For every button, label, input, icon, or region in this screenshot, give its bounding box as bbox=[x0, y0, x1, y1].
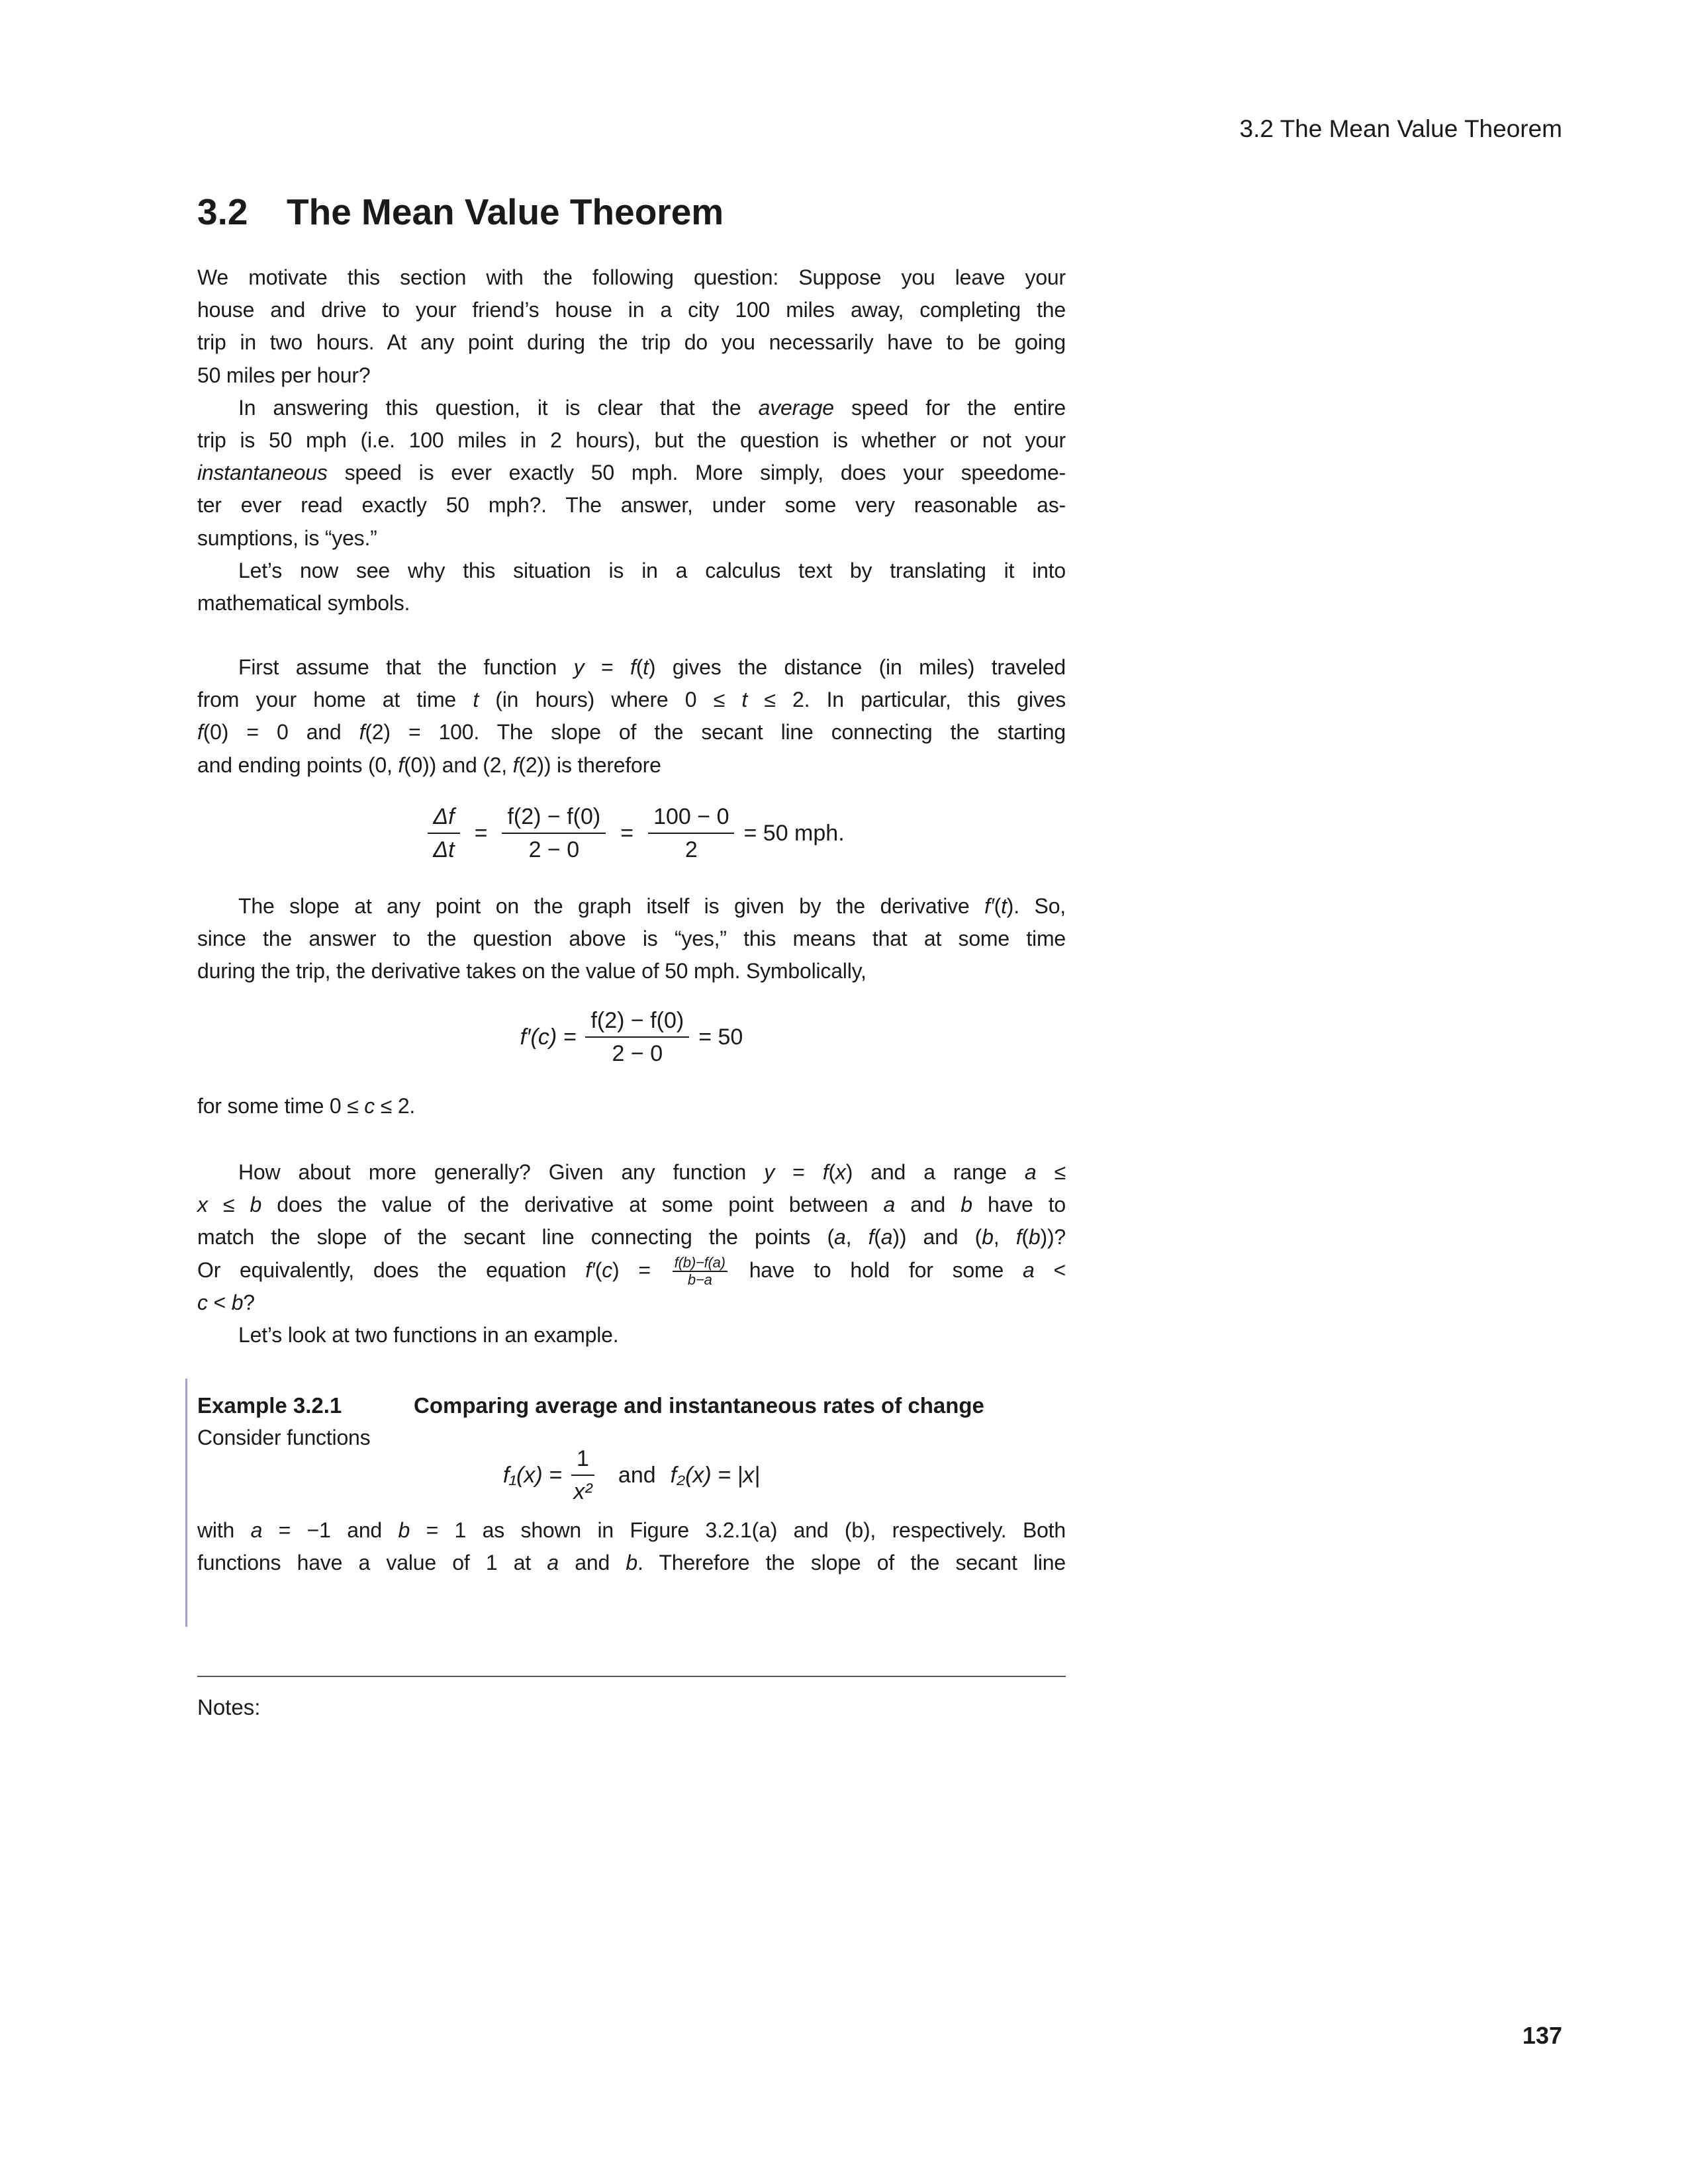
text: ( bbox=[594, 1257, 602, 1282]
text: (0) = 0 and bbox=[203, 720, 359, 745]
text-line bbox=[197, 294, 1066, 326]
text: , bbox=[993, 1225, 1016, 1250]
math-symbol: b bbox=[398, 1518, 410, 1542]
math-symbol: f bbox=[359, 720, 365, 745]
text: Let’s look at two functions in an example. bbox=[238, 1322, 619, 1347]
text: = 1 as shown in Figure 3.2.1(a) and (b), respectively. Both bbox=[410, 1518, 1066, 1542]
text-line bbox=[197, 1090, 1066, 1122]
text: since the answer to the question above is “yes,” this means that at some time bbox=[197, 927, 1066, 951]
text: 50 miles per hour? bbox=[197, 363, 371, 387]
text: have to bbox=[972, 1193, 1066, 1217]
text: ) = bbox=[612, 1257, 670, 1282]
example-heading bbox=[197, 1389, 984, 1422]
text-line bbox=[197, 890, 1066, 923]
f2-definition: f₂(x) = |x| bbox=[670, 1462, 761, 1488]
text: (2)) is therefore bbox=[518, 752, 661, 777]
math-symbol: t bbox=[643, 655, 649, 679]
example-title: Comparing average and instantaneous rates of change bbox=[414, 1393, 984, 1418]
text: ))? bbox=[1040, 1225, 1066, 1250]
numerator: f(b)−f(a) bbox=[673, 1255, 727, 1272]
numerator: 1 bbox=[571, 1443, 594, 1476]
math-symbol: x bbox=[197, 1193, 208, 1217]
text: during the trip, the derivative takes on the value of 50 mph. Symbolically, bbox=[197, 959, 867, 983]
text: ≤ 2. In particular, this gives bbox=[747, 688, 1066, 712]
text-line bbox=[197, 1547, 1066, 1579]
math-symbol: c bbox=[197, 1290, 208, 1314]
text: sumptions, is “yes.” bbox=[197, 525, 377, 550]
text-line bbox=[197, 716, 1066, 749]
lhs: f′(c) = bbox=[520, 1024, 577, 1050]
text-line bbox=[197, 424, 1066, 457]
result: = 50 mph. bbox=[743, 820, 845, 846]
text: ? bbox=[243, 1290, 255, 1314]
text: )) and ( bbox=[892, 1225, 982, 1250]
math-symbol: average bbox=[758, 395, 834, 420]
text-line bbox=[197, 1319, 1066, 1351]
text: First assume that the function bbox=[238, 655, 574, 679]
text-line bbox=[197, 684, 1066, 716]
text: ≤ 2. bbox=[375, 1094, 416, 1118]
text: (in hours) where 0 ≤ bbox=[479, 688, 742, 712]
text: trip in two hours. At any point during the trip do you necessarily have to be going bbox=[197, 330, 1066, 355]
math-symbol: a bbox=[1022, 1257, 1035, 1282]
text: Let’s now see why this situation is in a calculus text by translating it into bbox=[238, 558, 1066, 582]
equation-secant-slope bbox=[197, 801, 1066, 866]
math-symbol: f bbox=[630, 655, 636, 679]
text: ( bbox=[828, 1160, 835, 1184]
text: , bbox=[845, 1225, 868, 1250]
text: The slope at any point on the graph itself is given by the derivative bbox=[238, 894, 985, 918]
math-symbol: f bbox=[512, 752, 519, 777]
text-line bbox=[197, 955, 1066, 987]
math-symbol: b bbox=[961, 1193, 972, 1217]
text-line bbox=[197, 359, 1066, 392]
inline-fraction bbox=[673, 1255, 727, 1288]
text: = bbox=[584, 655, 630, 679]
math-symbol: f bbox=[822, 1160, 829, 1184]
text: trip is 50 mph (i.e. 100 miles in 2 hours), but the question is whether or not your bbox=[197, 428, 1066, 452]
text: ≤ bbox=[207, 1193, 250, 1217]
math-symbol: a bbox=[250, 1518, 263, 1542]
text: (0)) and (2, bbox=[404, 752, 513, 777]
example-body bbox=[197, 1514, 1066, 1579]
text: speed is ever exactly 50 mph. More simply, does your speedome- bbox=[327, 461, 1066, 485]
denominator: 2 − 0 bbox=[612, 1041, 663, 1066]
fraction bbox=[571, 1443, 594, 1508]
math-symbol: f bbox=[398, 752, 404, 777]
math-symbol: y bbox=[764, 1160, 774, 1184]
math-symbol: f bbox=[1015, 1225, 1022, 1250]
denominator: Δt bbox=[433, 837, 455, 862]
equation-mvt-instance bbox=[197, 1005, 1066, 1069]
text: ) gives the distance (in miles) traveled bbox=[648, 655, 1066, 679]
paragraph-derivative bbox=[197, 890, 1066, 988]
math-symbol: a bbox=[883, 1193, 896, 1217]
and-text: and bbox=[618, 1462, 656, 1488]
text-line bbox=[197, 651, 1066, 684]
text: and ending points (0, bbox=[197, 752, 399, 777]
paragraph-first-assume bbox=[197, 651, 1066, 782]
fraction bbox=[502, 801, 606, 866]
text: match the slope of the secant line connecting the points ( bbox=[197, 1225, 834, 1250]
fraction bbox=[428, 801, 459, 866]
denominator: b−a bbox=[687, 1271, 712, 1289]
paragraph-generally bbox=[197, 1156, 1066, 1351]
text-line bbox=[197, 587, 1066, 619]
text: have to hold for some bbox=[729, 1257, 1023, 1282]
text-line bbox=[197, 555, 1066, 587]
text: ). So, bbox=[1006, 894, 1066, 918]
text: Consider functions bbox=[197, 1426, 371, 1449]
math-symbol: b bbox=[250, 1193, 262, 1217]
text: Or equivalently, does the equation bbox=[197, 1257, 586, 1282]
text: ) and a range bbox=[845, 1160, 1025, 1184]
math-symbol: f bbox=[197, 720, 203, 745]
numerator: f(2) − f(0) bbox=[502, 801, 606, 834]
text: and bbox=[895, 1193, 961, 1217]
notes-divider bbox=[197, 1676, 1066, 1677]
math-symbol: instantaneous bbox=[197, 461, 328, 485]
text: . Therefore the slope of the secant line bbox=[637, 1551, 1066, 1575]
text: does the value of the derivative at some point between bbox=[261, 1193, 884, 1217]
page-number: 137 bbox=[1522, 2022, 1562, 2049]
numerator: f(2) − f(0) bbox=[585, 1005, 689, 1038]
math-symbol: a bbox=[880, 1225, 893, 1250]
math-symbol: b bbox=[1028, 1225, 1041, 1250]
text-line bbox=[197, 489, 1066, 522]
f1-lhs: f₁(x) = bbox=[502, 1462, 562, 1488]
math-symbol: b bbox=[626, 1551, 638, 1575]
text: ≤ bbox=[1036, 1160, 1066, 1184]
fraction bbox=[648, 801, 734, 866]
math-symbol: f bbox=[868, 1225, 874, 1250]
text-line bbox=[197, 1221, 1066, 1253]
text-line bbox=[197, 522, 1066, 555]
text: house and drive to your friend’s house in a city 100 miles away, completing the bbox=[197, 298, 1066, 322]
text: ter ever read exactly 50 mph?. The answer, under some very reasonable as- bbox=[197, 493, 1066, 518]
math-symbol: a bbox=[833, 1225, 846, 1250]
math-symbol: b bbox=[982, 1225, 994, 1250]
denominator: 2 bbox=[684, 837, 698, 862]
text: ( bbox=[1021, 1225, 1029, 1250]
math-symbol: f′ bbox=[585, 1257, 595, 1282]
text: We motivate this section with the following question: Suppose you leave your bbox=[197, 265, 1066, 289]
text: with bbox=[197, 1518, 251, 1542]
text: = −1 and bbox=[262, 1518, 399, 1542]
text: and bbox=[558, 1551, 626, 1575]
text-line bbox=[197, 749, 1066, 782]
section-title bbox=[197, 189, 724, 235]
fraction bbox=[585, 1005, 689, 1069]
numerator: Δf bbox=[428, 801, 459, 834]
text-line bbox=[197, 326, 1066, 359]
text: mathematical symbols. bbox=[197, 590, 410, 615]
result: = 50 bbox=[698, 1024, 743, 1050]
text: = bbox=[774, 1160, 823, 1184]
text-line bbox=[197, 1189, 1066, 1221]
text: ( bbox=[994, 894, 1002, 918]
text-line bbox=[197, 1254, 1066, 1287]
math-symbol: a bbox=[1024, 1160, 1037, 1184]
text: (2) = 100. The slope of the secant line connecting the starting bbox=[365, 720, 1066, 745]
running-head: 3.2 The Mean Value Theorem bbox=[1239, 115, 1562, 142]
math-symbol: c bbox=[602, 1257, 612, 1282]
text: ( bbox=[874, 1225, 881, 1250]
denominator: 2 − 0 bbox=[528, 837, 580, 862]
text-line bbox=[197, 1287, 1066, 1319]
notes-label: Notes: bbox=[197, 1695, 261, 1719]
text: How about more generally? Given any function bbox=[238, 1160, 765, 1184]
math-symbol: c bbox=[364, 1094, 375, 1118]
paragraph-for-some-time bbox=[197, 1090, 1066, 1122]
paragraph-motivation bbox=[197, 261, 1066, 619]
text-line bbox=[197, 261, 1066, 294]
text-line bbox=[197, 392, 1066, 424]
equals: = bbox=[620, 820, 634, 846]
numerator: 100 − 0 bbox=[648, 801, 734, 834]
text: < bbox=[207, 1290, 232, 1314]
section-number: 3.2 bbox=[197, 191, 248, 232]
text: functions have a value of 1 at bbox=[197, 1551, 547, 1575]
text-line bbox=[197, 1156, 1066, 1189]
text-line bbox=[197, 923, 1066, 955]
text: speed for the entire bbox=[833, 395, 1066, 420]
equation-example-functions bbox=[197, 1443, 1066, 1508]
math-symbol: y bbox=[573, 655, 585, 679]
text-line bbox=[197, 1514, 1066, 1547]
section-title-text: The Mean Value Theorem bbox=[287, 191, 724, 232]
denominator: x² bbox=[573, 1479, 592, 1504]
text: for some time 0 ≤ bbox=[197, 1094, 365, 1118]
equals: = bbox=[474, 820, 488, 846]
math-symbol: t bbox=[741, 688, 748, 712]
math-symbol: f′ bbox=[984, 894, 994, 918]
math-symbol: t bbox=[1001, 894, 1007, 918]
text: from your home at time bbox=[197, 688, 473, 712]
text: < bbox=[1034, 1257, 1066, 1282]
math-symbol: a bbox=[547, 1551, 559, 1575]
text: ( bbox=[635, 655, 643, 679]
example-label: Example 3.2.1 bbox=[197, 1393, 342, 1418]
math-symbol: b bbox=[231, 1290, 244, 1314]
math-symbol: t bbox=[473, 688, 479, 712]
example-margin-bar bbox=[185, 1379, 187, 1627]
text: In answering this question, it is clear that the bbox=[238, 395, 759, 420]
text-line bbox=[197, 457, 1066, 489]
math-symbol: x bbox=[835, 1160, 846, 1184]
